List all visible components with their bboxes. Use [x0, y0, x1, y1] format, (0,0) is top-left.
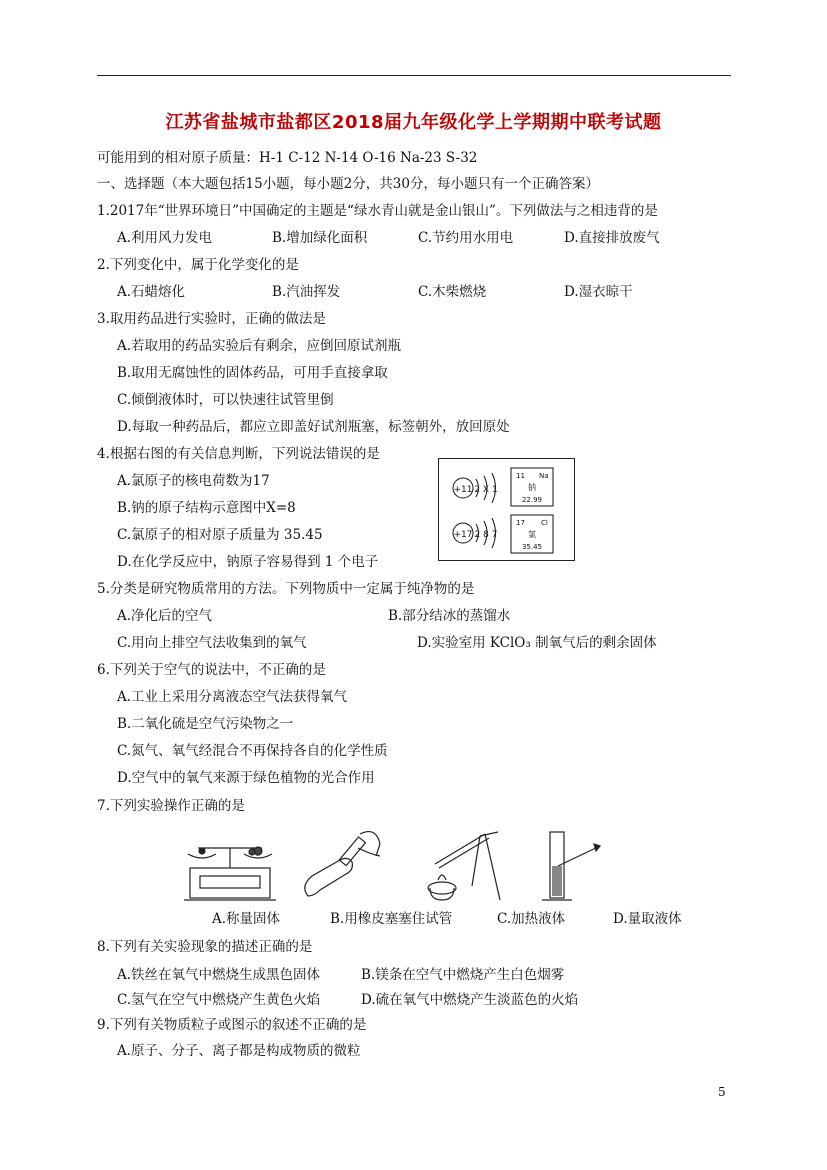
na-mass: 22.99	[521, 496, 543, 504]
q9-option-a: A.原子、分子、离子都是构成物质的微粒	[117, 1043, 361, 1059]
q5-option-b: B.部分结冰的蒸馏水	[388, 608, 511, 624]
lab-apparatus-figure	[180, 826, 620, 906]
q4-option-a: A.氯原子的核电荷数为17	[117, 473, 270, 489]
cl-atomic-number: 17	[516, 519, 525, 527]
q5-option-a: A.净化后的空气	[117, 608, 213, 624]
graduated-cylinder-icon	[542, 832, 600, 900]
q7-option-d: D.量取液体	[613, 911, 682, 927]
q2-option-a: A.石蜡熔化	[117, 284, 186, 300]
question-3: 3.取用药品进行实验时，正确的做法是	[97, 311, 326, 327]
cl-nucleus: +17	[453, 530, 473, 540]
q4-option-b: B.钠的原子结构示意图中X=8	[117, 500, 296, 516]
q1-option-a: A.利用风力发电	[117, 230, 213, 246]
q4-option-c: C.氯原子的相对原子质量为 35.45	[117, 527, 323, 543]
question-2: 2.下列变化中，属于化学变化的是	[97, 257, 299, 273]
na-symbol: Na	[539, 472, 549, 480]
na-name: 钠	[528, 483, 536, 492]
q1-option-d: D.直接排放废气	[564, 230, 660, 246]
q3-option-a: A.若取用的药品实验后有剩余，应倒回原试剂瓶	[117, 338, 402, 354]
q8-option-c: C.氢气在空气中燃烧产生黄色火焰	[117, 992, 321, 1008]
q6-option-c: C.氮气、氧气经混合不再保持各自的化学性质	[117, 743, 388, 759]
q5-option-d: D.实验室用 KClO₃ 制氧气后的剩余固体	[417, 635, 657, 651]
q8-option-a: A.铁丝在氧气中燃烧生成黑色固体	[117, 967, 321, 983]
section-heading: 一、选择题（本大题包括15小题，每小题2分，共30分，每小题只有一个正确答案）	[97, 176, 599, 192]
question-1: 1.2017年“世界环境日”中国确定的主题是“绿水青山就是金山银山”。下列做法与之相违背的是	[97, 203, 658, 219]
na-nucleus: +11	[453, 485, 473, 495]
heating-liquid-icon	[428, 832, 500, 900]
question-5: 5.分类是研究物质常用的方法。下列物质中一定属于纯净物的是	[97, 581, 475, 597]
q1-option-c: C.节约用水用电	[418, 230, 514, 246]
q8-option-b: B.镁条在空气中燃烧产生白色烟雾	[361, 967, 565, 983]
question-6: 6.下列关于空气的说法中，不正确的是	[97, 662, 326, 678]
question-9: 9.下列有关物质粒子或图示的叙述不正确的是	[97, 1017, 367, 1033]
cl-symbol: Cl	[541, 519, 548, 527]
question-4: 4.根据右图的有关信息判断，下列说法错误的是	[97, 446, 380, 462]
cl-shells: 2 8 7	[474, 530, 498, 540]
q5-option-c: C.用向上排空气法收集到的氧气	[117, 635, 307, 651]
header-rule	[97, 75, 731, 76]
question-7: 7.下列实验操作正确的是	[97, 798, 245, 814]
cl-name: 氯	[528, 530, 536, 539]
q6-option-b: B.二氧化硫是空气污染物之一	[117, 716, 294, 732]
q7-option-a: A.称量固体	[212, 911, 281, 927]
q8-option-d: D.硫在氧气中燃烧产生淡蓝色的火焰	[361, 992, 579, 1008]
na-shells: 2 X 1	[474, 485, 498, 495]
stopper-tube-icon	[305, 832, 380, 896]
q2-option-d: D.湿衣晾干	[564, 284, 633, 300]
q4-option-d: D.在化学反应中，钠原子容易得到 1 个电子	[117, 554, 379, 570]
q3-option-c: C.倾倒液体时，可以快速往试管里倒	[117, 392, 334, 408]
cl-mass: 35.45	[521, 543, 543, 551]
page-title: 江苏省盐城市盐都区2018届九年级化学上学期期中联考试题	[165, 112, 662, 133]
atomic-masses: 可能用到的相对原子质量：H-1 C-12 N-14 O-16 Na-23 S-32	[97, 150, 478, 166]
q6-option-a: A.工业上采用分离液态空气法获得氧气	[117, 689, 348, 705]
q2-option-b: B.汽油挥发	[272, 284, 341, 300]
question-8: 8.下列有关实验现象的描述正确的是	[97, 939, 313, 955]
q1-option-b: B.增加绿化面积	[272, 230, 368, 246]
q3-option-d: D.每取一种药品后，都应立即盖好试剂瓶塞，标签朝外，放回原处	[117, 419, 510, 435]
q2-option-c: C.木柴燃烧	[418, 284, 487, 300]
na-atomic-number: 11	[516, 472, 525, 480]
q7-option-c: C.加热液体	[497, 911, 566, 927]
q6-option-d: D.空气中的氧气来源于绿色植物的光合作用	[117, 770, 375, 786]
atom-structure-figure	[438, 458, 575, 561]
q7-option-b: B.用橡皮塞塞住试管	[330, 911, 453, 927]
page-number: 5	[718, 1085, 726, 1099]
balance-icon	[184, 847, 276, 900]
q3-option-b: B.取用无腐蚀性的固体药品，可用手直接拿取	[117, 365, 388, 381]
